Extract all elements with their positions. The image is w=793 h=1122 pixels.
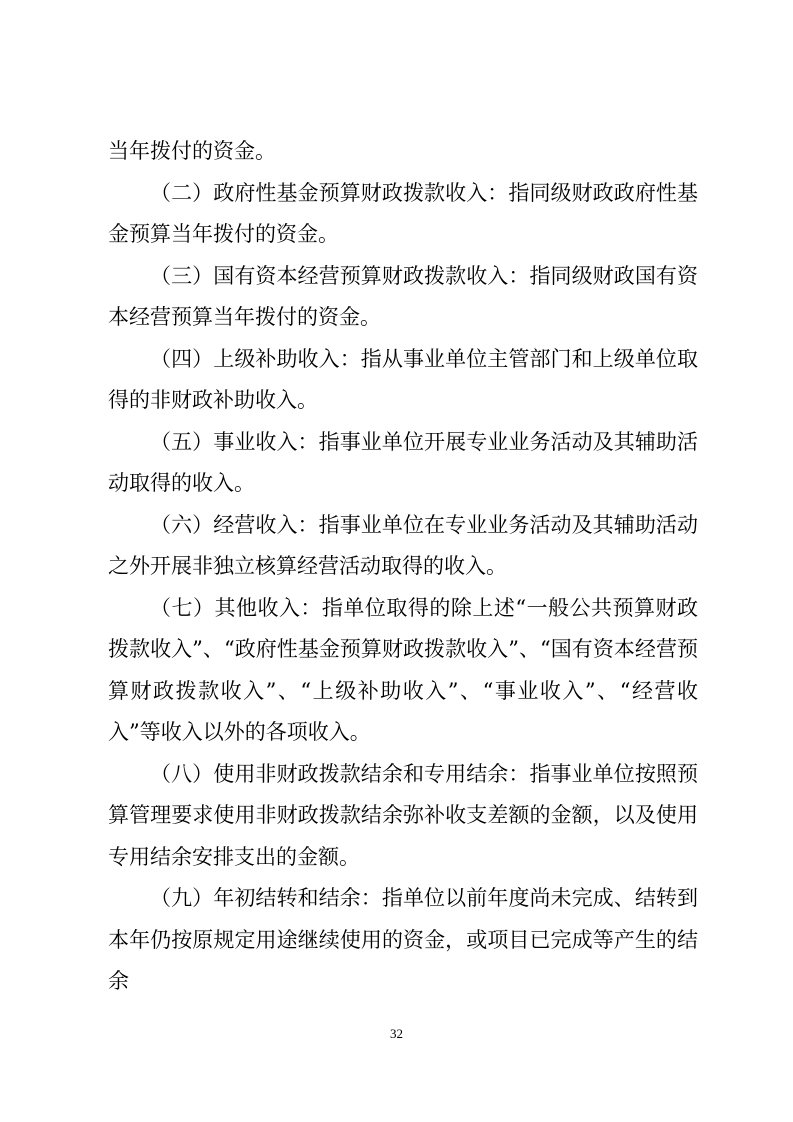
paragraph-item-2: （二）政府性基金预算财政拨款收入：指同级财政政府性基金预算当年拨付的资金。 bbox=[108, 180, 698, 246]
paragraph-item-9: （九）年初结转和结余：指单位以前年度尚未完成、结转到本年仍按原规定用途继续使用的资金，或项目已完成等产生的结余 bbox=[108, 886, 698, 993]
page-number: 32 bbox=[390, 1026, 403, 1041]
paragraph-item-7: （七）其他收入：指单位取得的除上述“一般公共预算财政拨款收入”、“政府性基金预算财政拨款收入”、“国有资本经营预算财政拨款收入”、“上级补助收入”、“事业收入”、“经营收入”等收入以外的各项收入。 bbox=[108, 595, 698, 744]
paragraph-item-3: （三）国有资本经营预算财政拨款收入：指同级财政国有资本经营预算当年拨付的资金。 bbox=[108, 263, 698, 329]
paragraph-item-8: （八）使用非财政拨款结余和专用结余：指事业单位按照预算管理要求使用非财政拨款结余弥补收支差额的金额，以及使用专用结余安排支出的金额。 bbox=[108, 761, 698, 869]
paragraph-item-6: （六）经营收入：指事业单位在专业业务活动及其辅助活动之外开展非独立核算经营活动取得的收入。 bbox=[108, 512, 698, 578]
document-body bbox=[108, 131, 698, 1003]
paragraph-item-5: （五）事业收入：指事业单位开展专业业务活动及其辅助活动取得的收入。 bbox=[108, 429, 698, 495]
paragraph-continuation: 当年拨付的资金。 bbox=[108, 139, 276, 163]
paragraph-item-4: （四）上级补助收入：指从事业单位主管部门和上级单位取得的非财政补助收入。 bbox=[108, 346, 698, 412]
